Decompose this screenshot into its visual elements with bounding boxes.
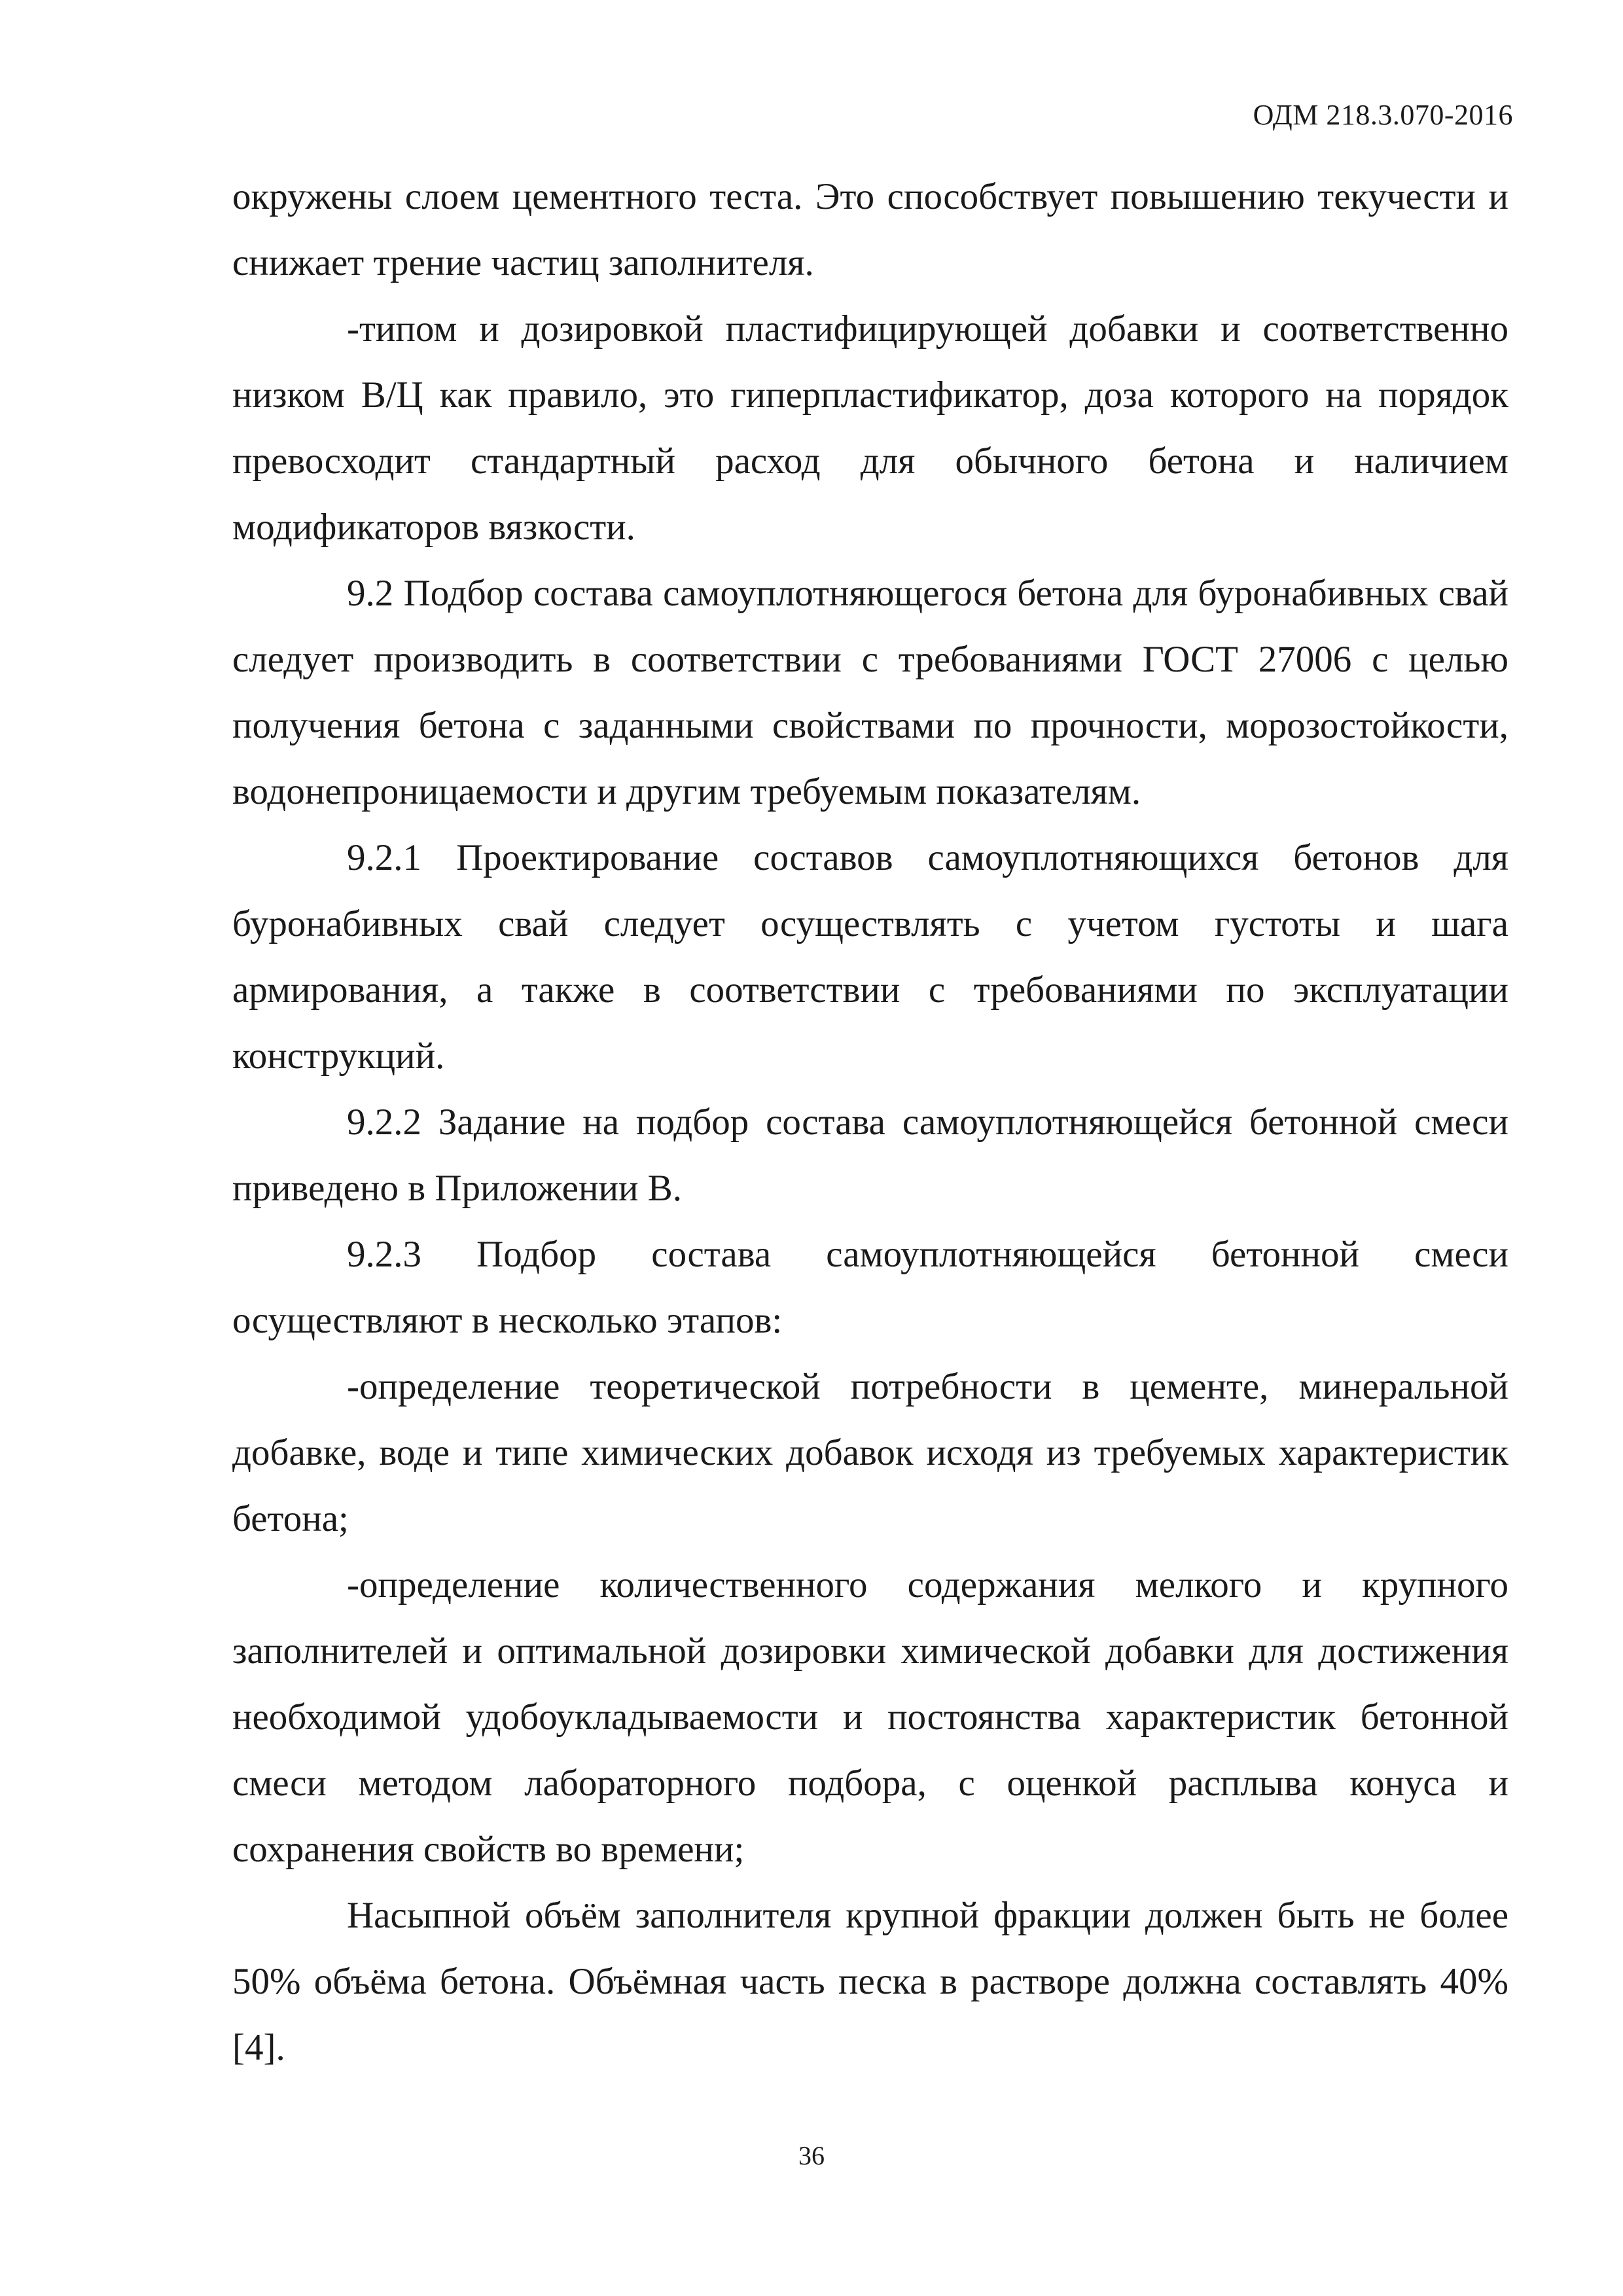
paragraph-section-9-2-1: 9.2.1 Проектирование составов самоуплотняющихся бетонов для буронабивных свай следует осуществлять с учетом густоты и шага армирования, а также в соответствии с требованиями по эксплуатации конструкций. — [232, 837, 1508, 1077]
paragraph-continuation: окружены слоем цементного теста. Это способствует повышению текучести и снижает трение частиц заполнителя. — [232, 176, 1508, 283]
document-code-header: ОДМ 218.3.070-2016 — [1253, 99, 1513, 131]
page-number: 36 — [798, 2141, 825, 2170]
list-item-aggregate-content: -определение количественного содержания мелкого и крупного заполнителей и оптимальной дозировки химической добавки для достижения необходимой удобоукладываемости и постоянства характеристик бетонной смеси методом лабораторного подбора, с оценкой расплыва конуса и сохранения свойств во времени; — [232, 1564, 1508, 1870]
list-item-theoretical-demand: -определение теоретической потребности в цементе, минеральной добавке, воде и типе химических добавок исходя из требуемых характеристик бетона; — [232, 1366, 1508, 1539]
paragraph-section-9-2-3: 9.2.3 Подбор состава самоуплотняющейся бетонной смеси осуществляют в несколько этапов: — [232, 1234, 1508, 1341]
paragraph-aggregate-volume: Насыпной объём заполнителя крупной фракции должен быть не более 50% объёма бетона. Объёмная часть песка в растворе должна составлять 40% [4]. — [232, 1895, 1508, 2068]
document-body — [232, 164, 1508, 2081]
paragraph-section-9-2: 9.2 Подбор состава самоуплотняющегося бетона для буронабивных свай следует производить в соответствии с требованиями ГОСТ 27006 с целью получения бетона с заданными свойствами по прочности, морозостойкости, водонепроницаемости и другим требуемым показателям. — [232, 573, 1508, 812]
paragraph-section-9-2-2: 9.2.2 Задание на подбор состава самоуплотняющейся бетонной смеси приведено в Приложении В. — [232, 1102, 1508, 1209]
paragraph-plasticizer: -типом и дозировкой пластифицирующей добавки и соответственно низком В/Ц как правило, это гиперпластификатор, доза которого на порядок превосходит стандартный расход для обычного бетона и наличием модификаторов вязкости. — [232, 308, 1508, 548]
